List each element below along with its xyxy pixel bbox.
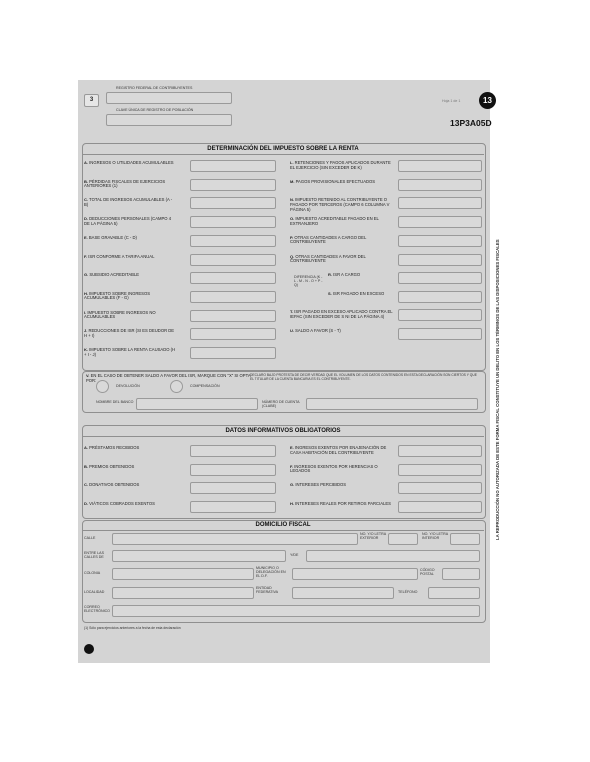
isr-right-amount-field[interactable] [398,216,482,228]
isr-left-letter: D. [84,216,90,222]
informativos-left-text: DONATIVOS OBTENIDOS [89,482,140,487]
isr-left-letter: G. [84,272,90,278]
informativos-left-amount-field[interactable] [190,482,276,494]
isr-right-letter: O. [290,216,296,222]
isr-right-letter: Q. [290,253,296,259]
isr-right-amount-field[interactable] [398,235,482,247]
informativos-right-text: INGRESOS EXENTOS POR ENAJENACIÓN DE CASA HABITACIÓN DEL CONTRIBUYENTE [290,445,387,455]
no-ext-label: NO. Y/O LETRA EXTERIOR [360,532,386,540]
y-label: Y/DE [290,553,299,557]
informativos-right-letter: G. [290,482,296,487]
isr-right-label [290,236,394,245]
isr-left-letter: A. [84,160,90,165]
cp-label: CÓDIGO POSTAL [420,568,435,576]
no-ext-field[interactable] [388,533,418,545]
isr-right-label [290,161,394,170]
informativos-right-amount-field[interactable] [398,445,482,457]
isr-right-text: OTRAS CANTIDADES A FAVOR DEL CONTRIBUYENTE [290,253,366,264]
banco-field[interactable] [136,398,258,410]
localidad-label: LOCALIDAD [84,590,105,594]
isr-left-letter: B. [84,178,90,184]
isr-left-label [84,292,176,301]
informativos-right-text: INTERESES PERCIBIDOS [295,482,347,487]
entre-calles-label: ENTRE LAS CALLES DE [84,551,104,559]
curp-label: CLAVE ÚNICA DE REGISTRO DE POBLACIÓN [116,108,194,112]
isr-left-letter: H. [84,290,90,296]
municipio-field[interactable] [292,568,418,580]
isr-left-label [84,217,176,226]
isr-left-label [84,161,176,166]
entre-calles-field[interactable] [112,550,286,562]
isr-left-amount-field[interactable] [190,160,276,172]
isr-right-amount-field[interactable] [398,160,482,172]
entidad-label: ENTIDAD FEDERATIVA [256,586,279,594]
isr-right-label [328,292,394,297]
municipio-label: MUNICIPIO O DELEGACIÓN EN EL D.F. [256,566,286,578]
isr-right-amount-field[interactable] [398,179,482,191]
informativos-left-amount-field[interactable] [190,445,276,457]
isr-left-letter: K. [84,347,90,352]
form-box-number: 3 [84,94,99,107]
isr-left-amount-field[interactable] [190,291,276,303]
isr-right-text: SALDO A FAVOR (S - T) [295,327,341,333]
isr-left-letter: F. [84,253,89,259]
isr-left-text: PÉRDIDAS FISCALES DE EJERCICIOS ANTERIORES (1) [84,178,166,189]
informativos-right-amount-field[interactable] [398,482,482,494]
informativos-left-amount-field[interactable] [190,464,276,476]
colonia-field[interactable] [112,568,254,580]
isr-right-label [290,329,394,334]
isr-right-text: OTRAS CANTIDADES A CARGO DEL CONTRIBUYENTE [290,234,367,245]
isr-left-text: DEDUCCIONES PERSONALES (CAMPO 4 DE LA PÁGINA 5) [84,216,172,226]
rfc-field[interactable] [106,92,232,104]
informativos-right-letter: F. [290,463,295,469]
no-int-label: NO. Y/O LETRA INTERIOR [422,532,448,540]
isr-right-letter: T. [290,309,295,314]
isr-left-text: BASE GRAVABLE (C - D) [88,234,137,240]
side-legal-text: LA REPRODUCCIÓN NO AUTORIZADA DE ESTE FORMA FISCAL CONSTITUYE UN DELITO EN LOS TÉRMINOS DE LAS DISPOSICIONES FISCALES [495,239,500,540]
calle-field[interactable] [112,533,358,545]
calle-label: CALLE [84,536,96,540]
isr-left-amount-field[interactable] [190,347,276,359]
informativos-right-text: INTERESES REALES POR RETIROS PARCIALES [295,500,391,506]
informativos-right-amount-field[interactable] [398,464,482,476]
isr-left-amount-field[interactable] [190,310,276,322]
informativos-left-label [84,483,180,488]
telefono-label: TELÉFONO [398,590,418,594]
isr-left-label [84,236,176,241]
banco-label: NOMBRE DEL BANCO [96,400,134,404]
informativos-left-letter: D. [84,500,90,506]
isr-right-text: PAGOS PROVISIONALES EFECTUADOS [295,178,376,184]
isr-right-amount-field[interactable] [398,328,482,340]
isr-left-amount-field[interactable] [190,197,276,209]
informativos-left-text: PREMIOS OBTENIDOS [89,463,135,469]
isr-right-text: RETENCIONES Y PAGOS APLICADOS DURANTE EL EJERCICIO (SIN EXCEDER DE K) [290,160,391,170]
form-code: 13P3A05D [450,118,492,128]
isr-right-amount-field[interactable] [398,272,482,284]
isr-left-text: SUBSIDIO ACREDITABLE [89,272,140,278]
isr-right-amount-field[interactable] [398,254,482,266]
isr-left-label [84,198,176,207]
informativos-title: DATOS INFORMATIVOS OBLIGATORIOS [225,428,341,434]
isr-left-text: IMPUESTO SOBRE LA RENTA CAUSADO (H + I - J) [84,347,176,357]
isr-right-text: ISR PAGADO EN EXCESO [332,290,385,296]
isr-left-text: IMPUESTO SOBRE INGRESOS ACUMULABLES (F - G) [84,290,151,301]
isr-title: DETERMINACIÓN DEL IMPUESTO SOBRE LA RENTA [207,146,359,152]
isr-right-text: ISR A CARGO [333,272,361,277]
isr-left-label [84,348,176,357]
registration-dot [84,644,94,654]
cuenta-field[interactable] [306,398,478,410]
isr-left-text: INGRESOS O UTILIDADES ACUMULABLES [89,160,174,165]
curp-field[interactable] [106,114,232,126]
localidad-field[interactable] [112,587,254,599]
correo-label: CORREO ELECTRÓNICO [84,605,110,613]
isr-left-label [84,180,176,189]
compensacion-label: COMPENSACIÓN [190,384,220,388]
informativos-right-label [290,483,394,488]
isr-right-letter: U. [290,327,296,333]
informativos-right-label [290,446,394,455]
isr-left-label [84,255,176,260]
informativos-right-label [290,465,394,474]
isr-right-label [328,273,394,278]
isr-right-letter: R. [328,272,334,277]
saldo-label: V. EN EL CASO DE OBTENER SALDO A FAVOR DEL ISR, MARQUE CON "X" SI OPTA POR: [86,373,251,383]
correo-field[interactable] [112,605,480,617]
isr-left-text: ISR CONFORME A TARIFA ANUAL [88,253,155,259]
devolucion-checkbox[interactable] [96,380,109,393]
informativos-left-amount-field[interactable] [190,501,276,513]
isr-left-amount-field[interactable] [190,272,276,284]
isr-right-label [290,198,394,212]
footnote: (1) Sólo para ejercicios anteriores a la fecha de esta declaración [84,626,181,630]
isr-left-amount-field[interactable] [190,328,276,340]
y-field[interactable] [306,550,480,562]
rfc-label: REGISTRO FEDERAL DE CONTRIBUYENTES [116,86,193,90]
telefono-field[interactable] [428,587,480,599]
informativos-left-label [84,446,180,451]
informativos-right-amount-field[interactable] [398,501,482,513]
isr-left-amount-field[interactable] [190,179,276,191]
cp-field[interactable] [442,568,480,580]
form-sheet [78,80,490,663]
isr-right-letter: M. [290,178,296,184]
isr-right-letter: N. [290,197,296,203]
no-int-field[interactable] [450,533,480,545]
colonia-label: COLONIA [84,571,101,575]
isr-right-label [290,255,394,264]
informativos-right-text: INGRESOS EXENTOS POR HERENCIAS O LEGADOS [290,463,378,474]
informativos-left-letter: B. [84,463,90,469]
isr-left-amount-field[interactable] [190,216,276,228]
isr-left-text: REDUCCIONES DE ISR (SI ES DEUDOR DE H + I) [84,328,175,338]
isr-left-letter: C. [84,197,90,203]
isr-left-text: IMPUESTO SOBRE INGRESOS NO ACUMULABLES [84,309,156,320]
isr-left-letter: I. [84,309,88,315]
isr-right-text: ISR PAGADO EN EXCESO APLICADO CONTRA EL IEPAC (SIN EXCEDER DE S NI DE LA PÁGINA 4) [290,309,393,319]
informativos-right-letter: E. [290,445,295,450]
page-small-label: Hoja 1 de 1 [442,99,461,103]
informativos-left-label [84,502,180,507]
declaro-text: DECLARO BAJO PROTESTA DE DECIR VERDAD QUE EL VOLUMEN DE LOS DATOS CONTENIDOS EN ESTA DECLARACIÓN SON CIERTOS Y QUE EL TITULAR DE LA CUENTA BANCARIA ES EL CONTRIBUYENTE. [250,373,477,381]
isr-right-amount-field[interactable] [398,197,482,209]
isr-right-label [290,180,394,185]
isr-right-amount-field[interactable] [398,291,482,303]
isr-left-label [84,329,176,338]
isr-left-amount-field[interactable] [190,254,276,266]
domicilio-title: DOMICILIO FISCAL [255,522,311,528]
informativos-right-letter: H. [290,500,296,506]
compensacion-checkbox[interactable] [170,380,183,393]
page-badge: 13 [479,92,496,109]
isr-left-letter: E. [84,234,89,240]
isr-right-text: IMPUESTO ACREDITABLE PAGADO EN EL EXTRANJERO [290,216,379,226]
cuenta-label: NÚMERO DE CUENTA (CLABE) [262,400,300,408]
isr-left-label [84,311,176,320]
isr-right-letter: P. [290,234,295,240]
informativos-left-letter: C. [84,482,90,487]
isr-right-label [290,310,394,319]
isr-right-text: IMPUESTO RETENIDO AL CONTRIBUYENTE O PAGADO POR TERCEROS (CAMPO 6 COLUMNA V PÁGINA 5) [290,197,390,212]
informativos-left-letter: A. [84,445,90,450]
informativos-left-text: VIÁTICOS COBRADOS EXENTOS [89,500,155,506]
isr-left-amount-field[interactable] [190,235,276,247]
isr-left-label [84,273,176,278]
isr-right-label [290,217,394,226]
isr-right-amount-field[interactable] [398,309,482,321]
informativos-left-label [84,465,180,470]
informativos-left-text: PRÉSTAMOS RECIBIDOS [89,445,140,450]
diferencia-label: DIFERENCIA (K - L - M - N - O + P - Q) [294,275,323,287]
isr-right-letter: L. [290,160,295,165]
isr-right-letter: S. [328,290,333,296]
isr-left-letter: J. [84,328,89,334]
entidad-field[interactable] [292,587,394,599]
informativos-right-label [290,502,394,507]
devolucion-label: DEVOLUCIÓN [116,384,140,388]
isr-left-text: TOTAL DE INGRESOS ACUMULABLES (A - B) [84,197,173,207]
